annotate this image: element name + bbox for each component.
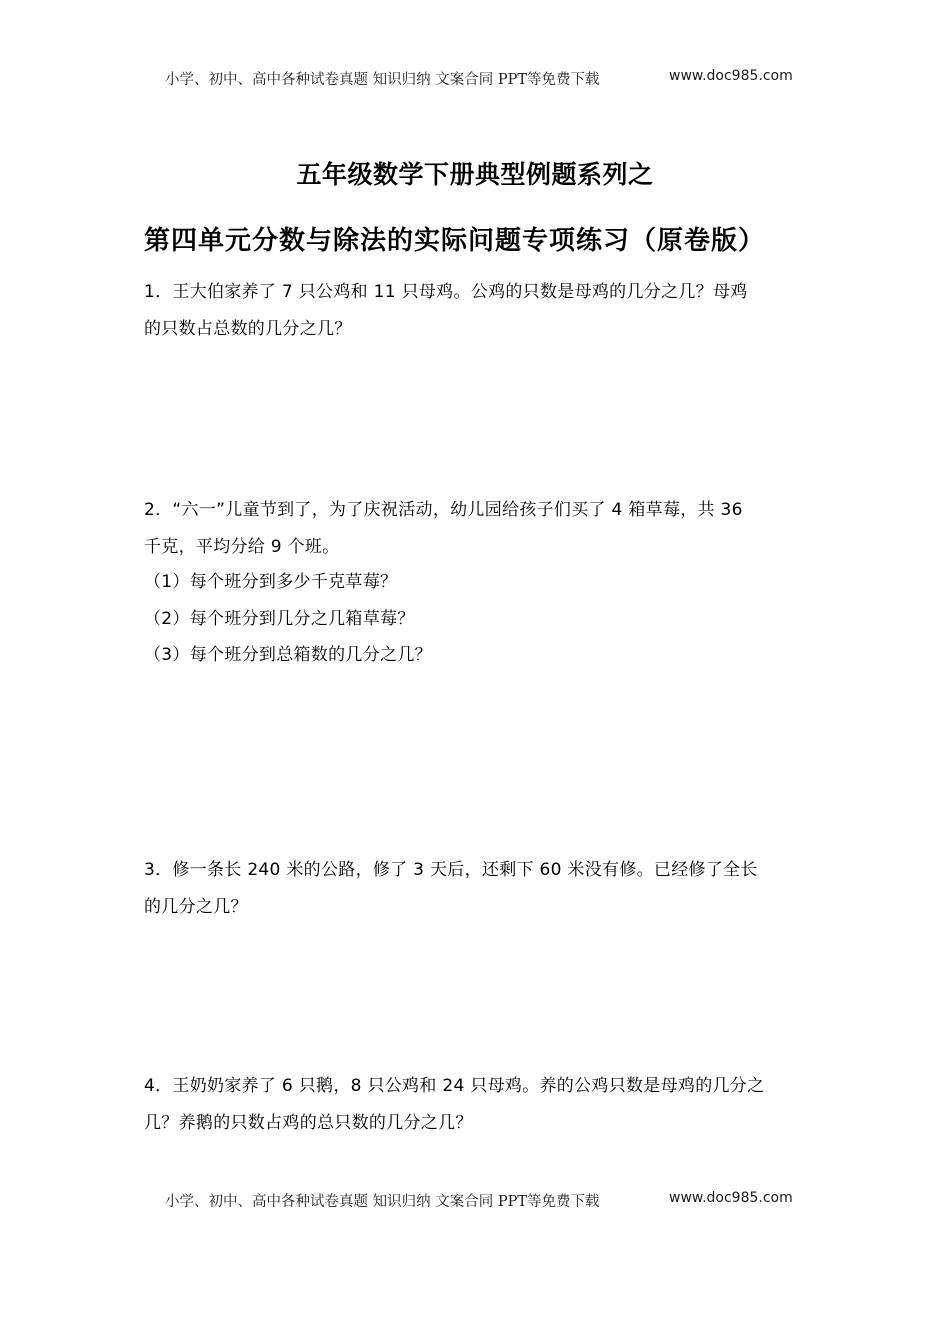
header-url[interactable]: www.doc985.com [669, 68, 793, 84]
footer-url[interactable]: www.doc985.com [669, 1190, 793, 1206]
question-1-line-2: 的只数占总数的几分之几？ [144, 319, 352, 339]
question-3-line-1: 3．修一条长 240 米的公路，修了 3 天后，还剩下 60 米没有修。已经修了全长 [144, 860, 758, 880]
question-4-line-1: 4．王奶奶家养了 6 只鹅，8 只公鸡和 24 只母鸡。养的公鸡只数是母鸡的几分之 [144, 1076, 765, 1096]
question-2-line-1: 2．“六一”儿童节到了，为了庆祝活动，幼儿园给孩子们买了 4 箱草莓，共 36 [144, 500, 743, 520]
question-2-sub-3: （3）每个班分到总箱数的几分之几？ [144, 645, 432, 665]
footer-text: 小学、初中、高中各种试卷真题 知识归纳 文案合同 PPT等免费下载 [165, 1194, 600, 1210]
title-line-1: 五年级数学下册典型例题系列之 [296, 160, 654, 189]
question-4-line-2: 几？养鹅的只数占鸡的总只数的几分之几？ [144, 1113, 473, 1133]
question-2-sub-2: （2）每个班分到几分之几箱草莓？ [144, 609, 415, 629]
question-2-line-2: 千克，平均分给 9 个班。 [144, 537, 340, 557]
question-2-sub-1: （1）每个班分到多少千克草莓？ [144, 572, 398, 592]
title-line-2: 第四单元分数与除法的实际问题专项练习（原卷版） [144, 226, 766, 256]
question-3-line-2: 的几分之几？ [144, 897, 248, 917]
header-text: 小学、初中、高中各种试卷真题 知识归纳 文案合同 PPT等免费下载 [165, 72, 600, 88]
question-1-line-1: 1．王大伯家养了 7 只公鸡和 11 只母鸡。公鸡的只数是母鸡的几分之几？母鸡 [144, 282, 748, 302]
